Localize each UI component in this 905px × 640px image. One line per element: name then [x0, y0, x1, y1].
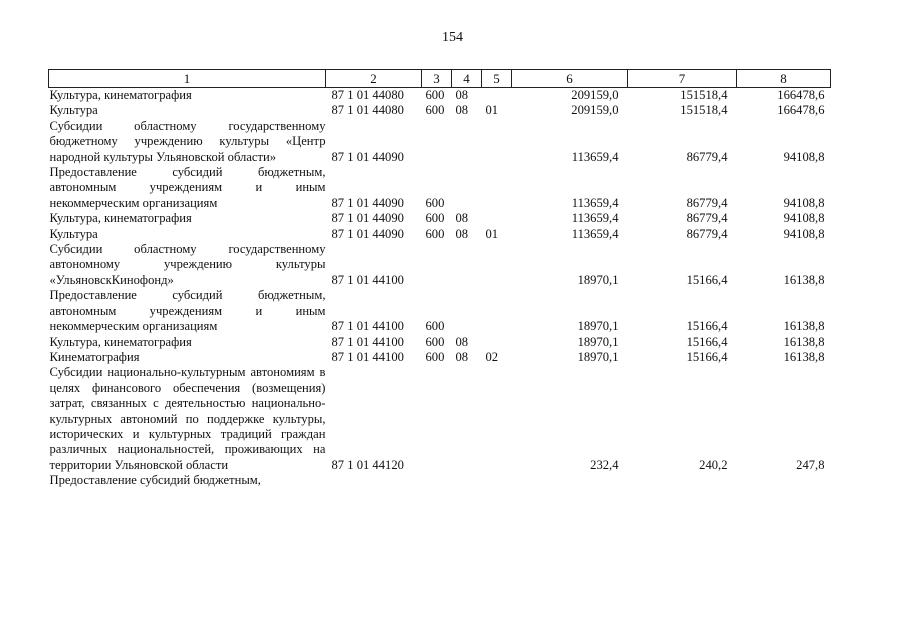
amount-col-6: 113659,4: [571, 226, 619, 241]
header-col-4: 4: [452, 70, 482, 88]
section: 08: [455, 334, 469, 349]
budget-code: 87 1 01 44080: [331, 103, 404, 118]
section: [452, 365, 482, 473]
amount-col-8: 247,8: [796, 457, 825, 472]
table-row: [49, 242, 831, 288]
row-name: Кинематография: [49, 349, 140, 364]
amount-col-8: 16138,8: [783, 349, 825, 364]
header-col-3: 3: [422, 70, 452, 88]
budget-code: 87 1 01 44080: [331, 88, 404, 102]
section: 08: [455, 88, 469, 102]
amount-col-6: 18970,1: [577, 319, 619, 334]
amount-col-8: 16138,8: [783, 334, 825, 349]
section: 08: [455, 103, 469, 118]
amount-col-8: 94108,8: [783, 149, 825, 164]
budget-code: 87 1 01 44090: [331, 195, 404, 210]
expense-type: 600: [425, 349, 445, 364]
amount-col-6: 113659,4: [571, 195, 619, 210]
amount-col-7: 86779,4: [686, 149, 728, 164]
expense-type: 600: [425, 334, 445, 349]
amount-col-7: 15166,4: [686, 272, 728, 287]
budget-table: [48, 69, 831, 489]
expense-type: 600: [425, 103, 445, 118]
expense-type: 600: [425, 211, 445, 226]
row-name: Субсидии областному государственному бюджетному учреждению культуры «Центр народной культуры Ульяновской области»: [49, 118, 326, 164]
table-row: [49, 211, 831, 226]
section: [452, 242, 482, 288]
subsection: [482, 119, 512, 165]
table-row: [49, 335, 831, 350]
budget-code: 87 1 01 44090: [331, 149, 404, 164]
expense-type: 600: [425, 226, 445, 241]
amount-col-6: 232,4: [590, 457, 619, 472]
budget-code: 87 1 01 44100: [331, 349, 404, 364]
table-row: [49, 88, 831, 104]
amount-col-6: 209159,0: [571, 103, 619, 118]
amount-col-8: 16138,8: [783, 272, 825, 287]
table-row: [49, 473, 831, 488]
amount-col-6: [512, 473, 628, 488]
amount-col-7: 86779,4: [686, 211, 728, 226]
section: [452, 288, 482, 334]
table-row: [49, 365, 831, 473]
section: 08: [455, 226, 469, 241]
amount-col-6: 18970,1: [577, 349, 619, 364]
amount-col-7: 151518,4: [680, 103, 728, 118]
row-name: Культура, кинематография: [49, 211, 192, 226]
table-row: [49, 227, 831, 242]
row-name: Культура: [49, 103, 98, 118]
amount-col-7: 86779,4: [686, 195, 728, 210]
budget-code: 87 1 01 44100: [331, 334, 404, 349]
amount-col-8: 166478,6: [777, 103, 825, 118]
page-number: 154: [442, 30, 463, 45]
amount-col-8: [737, 473, 831, 488]
table-row: [49, 288, 831, 334]
header-col-6: 6: [512, 70, 628, 88]
budget-code: 87 1 01 44090: [331, 226, 404, 241]
header-col-5: 5: [482, 70, 512, 88]
header-row: [49, 70, 831, 88]
expense-type: 600: [425, 319, 445, 334]
amount-col-8: 94108,8: [783, 211, 825, 226]
header-col-8: 8: [737, 70, 831, 88]
amount-col-6: 113659,4: [571, 211, 619, 226]
amount-col-8: 94108,8: [783, 226, 825, 241]
row-name: Предоставление субсидий бюджетным, автономным учреждениям и иным некоммерческим организациям: [49, 165, 326, 210]
row-name: Культура: [49, 226, 98, 241]
amount-col-7: 15166,4: [686, 319, 728, 334]
section: 08: [455, 349, 469, 364]
amount-col-6: 18970,1: [577, 334, 619, 349]
row-name: Культура, кинематография: [49, 88, 192, 102]
amount-col-8: 16138,8: [783, 319, 825, 334]
table-row: [49, 350, 831, 365]
amount-col-7: [628, 473, 737, 488]
budget-code: 87 1 01 44100: [331, 319, 404, 334]
amount-col-7: 151518,4: [680, 88, 728, 102]
expense-type: [422, 119, 452, 165]
amount-col-6: 209159,0: [571, 88, 619, 102]
amount-col-6: 18970,1: [577, 272, 619, 287]
subsection: [482, 288, 512, 334]
budget-code: 87 1 01 44090: [331, 211, 404, 226]
amount-col-8: 166478,6: [777, 88, 825, 102]
row-name: Культура, кинематография: [49, 334, 192, 349]
subsection: [482, 88, 512, 104]
row-name: Субсидии национально-культурным автономиям в целях финансового обеспечения (возмещения) затрат, связанных с деятельностью национально-культурных автономий по поддержке культуры, исторических и культурных традиций граждан различных национальностей, проживающих на территории Ульяновской области: [49, 365, 326, 472]
section: [452, 473, 482, 488]
section: [452, 165, 482, 211]
expense-type: [422, 242, 452, 288]
header-col-2: 2: [326, 70, 422, 88]
subsection: 01: [485, 226, 499, 241]
subsection: 01: [485, 103, 499, 118]
amount-col-7: 240,2: [699, 457, 728, 472]
section: 08: [455, 211, 469, 226]
table-row: [49, 103, 831, 118]
amount-col-7: 86779,4: [686, 226, 728, 241]
row-name: Предоставление субсидий бюджетным,: [49, 473, 261, 488]
expense-type: [422, 473, 452, 488]
amount-col-8: 94108,8: [783, 195, 825, 210]
budget-code: 87 1 01 44100: [331, 272, 404, 287]
subsection: [482, 242, 512, 288]
table-row: [49, 165, 831, 211]
subsection: [482, 335, 512, 350]
section: [452, 119, 482, 165]
subsection: [482, 211, 512, 226]
table-row: [49, 119, 831, 165]
header-col-7: 7: [628, 70, 737, 88]
expense-type: 600: [425, 88, 445, 102]
subsection: [482, 365, 512, 473]
budget-code: [326, 473, 422, 488]
amount-col-6: 113659,4: [571, 149, 619, 164]
subsection: [482, 473, 512, 488]
row-name: Предоставление субсидий бюджетным, автономным учреждениям и иным некоммерческим организациям: [49, 288, 326, 334]
subsection: 02: [485, 349, 499, 364]
row-name: Субсидии областному государственному автономному учреждению культуры «УльяновскКинофонд»: [49, 242, 326, 287]
amount-col-7: 15166,4: [686, 334, 728, 349]
header-col-1: 1: [49, 70, 326, 88]
budget-code: 87 1 01 44120: [331, 457, 404, 472]
subsection: [482, 165, 512, 211]
expense-type: 600: [425, 195, 445, 210]
amount-col-7: 15166,4: [686, 349, 728, 364]
expense-type: [422, 365, 452, 473]
